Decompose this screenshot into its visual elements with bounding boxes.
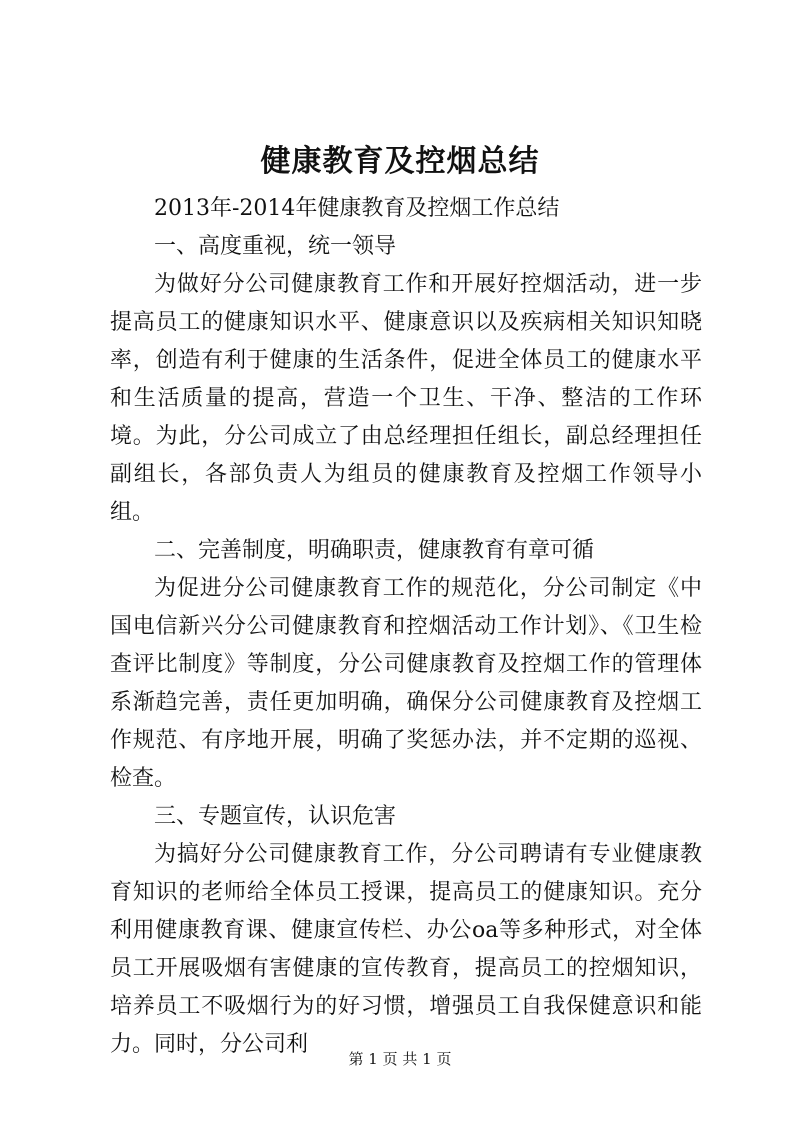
body-paragraph-2: 为促进分公司健康教育工作的规范化，分公司制定《中国电信新兴分公司健康教育和控烟活动工作计划》、《卫生检查评比制度》等制度，分公司健康教育及控烟工作的管理体系渐趋完善，责任更加明确，确保分公司健康教育及控烟工作规范、有序地开展，明确了奖惩办法，并不定期的巡视、检查。 [110,576,702,791]
page-number-footer: 第 1 页 共 1 页 [348,1050,452,1068]
document-title: 健康教育及控烟总结 [260,144,540,179]
body-paragraph-3: 为搞好分公司健康教育工作，分公司聘请有专业健康教育知识的老师给全体员工授课，提高员工的健康知识。充分利用健康教育课、健康宣传栏、办公oa等多种形式，对全体员工开展吸烟有害健康的宣传教育，提高员工的控烟知识，培养员工不吸烟行为的好习惯，增强员工自我保健意识和能力。同时，分公司利 [110,842,702,1057]
subtitle-paragraph: 2013年-2014年健康教育及控烟工作总结 [154,196,560,221]
body-paragraph-1: 为做好分公司健康教育工作和开展好控烟活动，进一步提高员工的健康知识水平、健康意识以及疾病相关知识知晓率，创造有利于健康的生活条件，促进全体员工的健康水平和生活质量的提高，营造一个卫生、干净、整洁的工作环境。为此，分公司成立了由总经理担任组长，副总经理担任副组长，各部负责人为组员的健康教育及控烟工作领导小组。 [110,272,702,525]
section-heading-1: 一、高度重视，统一领导 [154,234,397,259]
section-heading-3: 三、专题宣传，认识危害 [154,804,397,829]
section-heading-2: 二、完善制度，明确职责，健康教育有章可循 [154,538,595,563]
document-body [110,190,702,1064]
